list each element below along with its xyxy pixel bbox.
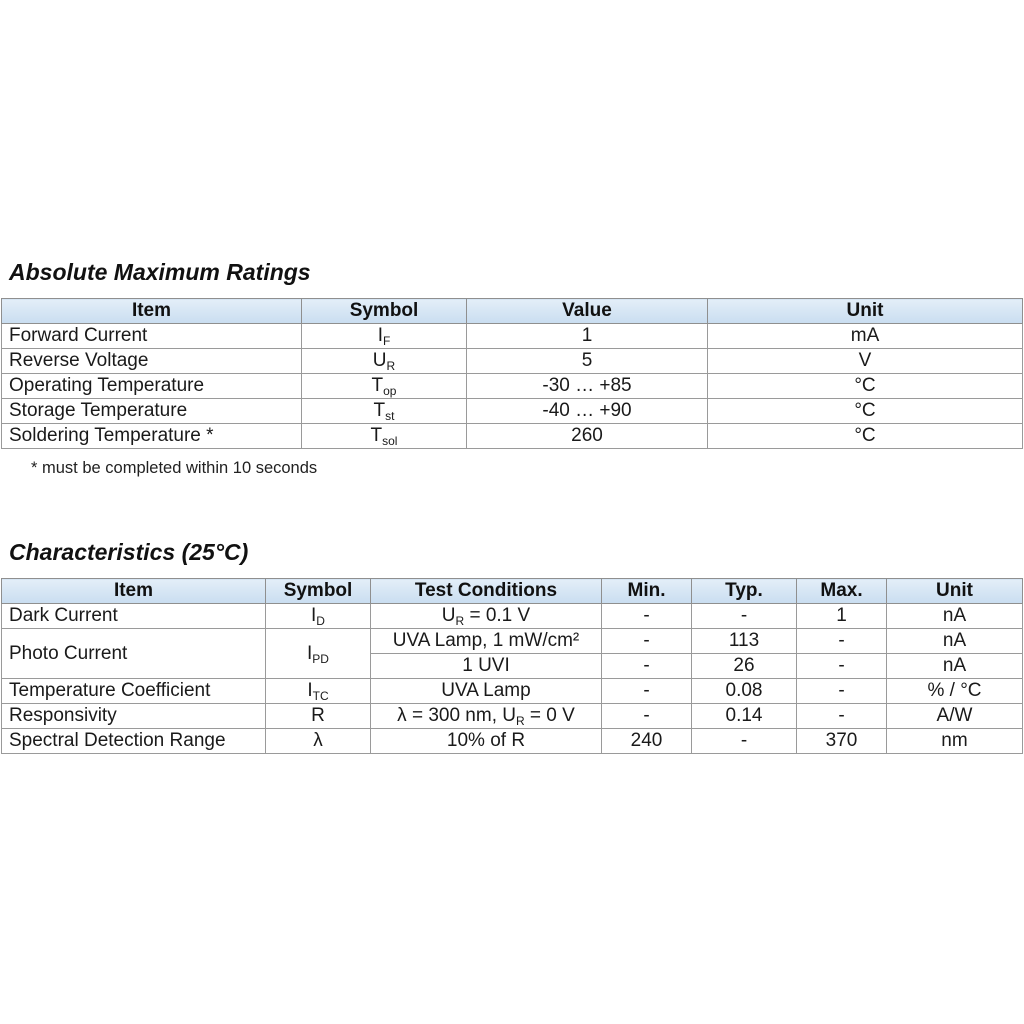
- condition-cell: $U_R = 0.1$ V: [371, 604, 602, 629]
- header-test-conditions: Test Conditions: [371, 579, 602, 604]
- table-row: [2, 679, 1023, 704]
- unit-cell: nA: [887, 629, 1023, 654]
- table-row: [2, 324, 1023, 349]
- max-cell: 370: [797, 729, 887, 754]
- unit-cell: °C: [708, 424, 1023, 449]
- symbol-cell: $U_R$: [302, 349, 467, 374]
- table-header-row: [2, 299, 1023, 324]
- unit-cell: nA: [887, 654, 1023, 679]
- value-cell: -40 … +90: [467, 399, 708, 424]
- symbol-cell: $I_{PD}$: [266, 629, 371, 679]
- typ-cell: -: [692, 729, 797, 754]
- header-unit: Unit: [887, 579, 1023, 604]
- item-cell: Storage Temperature: [2, 399, 302, 424]
- symbol-cell: $T_{op}$: [302, 374, 467, 399]
- header-typ: Typ.: [692, 579, 797, 604]
- symbol-cell: $T_{st}$: [302, 399, 467, 424]
- value-cell: 1: [467, 324, 708, 349]
- min-cell: -: [602, 704, 692, 729]
- table-row: [2, 349, 1023, 374]
- table-row: [2, 399, 1023, 424]
- condition-cell: λ = 300 nm, $U_R = 0$ V: [371, 704, 602, 729]
- unit-cell: % / °C: [887, 679, 1023, 704]
- table-header-row: [2, 579, 1023, 604]
- header-max: Max.: [797, 579, 887, 604]
- unit-cell: nm: [887, 729, 1023, 754]
- item-cell: Operating Temperature: [2, 374, 302, 399]
- typ-cell: 0.14: [692, 704, 797, 729]
- min-cell: -: [602, 654, 692, 679]
- max-cell: 1: [797, 604, 887, 629]
- header-unit: Unit: [708, 299, 1023, 324]
- characteristics-section-title: Characteristics (25°C): [9, 539, 249, 565]
- item-cell: Temperature Coefficient: [2, 679, 266, 704]
- unit-cell: A/W: [887, 704, 1023, 729]
- amr-section-title: Absolute Maximum Ratings: [9, 259, 311, 285]
- unit-cell: °C: [708, 399, 1023, 424]
- header-item: Item: [2, 299, 302, 324]
- min-cell: -: [602, 604, 692, 629]
- table-row: [2, 704, 1023, 729]
- condition-cell: UVA Lamp, 1 mW/cm²: [371, 629, 602, 654]
- characteristics-table: [1, 578, 1023, 754]
- symbol-cell: λ: [266, 729, 371, 754]
- footnote: * must be completed within 10 seconds: [31, 459, 318, 477]
- symbol-cell: $I_D$: [266, 604, 371, 629]
- table-row: [2, 604, 1023, 629]
- min-cell: -: [602, 679, 692, 704]
- table-row: [2, 729, 1023, 754]
- max-cell: -: [797, 629, 887, 654]
- table-row: [2, 424, 1023, 449]
- item-cell: Reverse Voltage: [2, 349, 302, 374]
- header-symbol: Symbol: [266, 579, 371, 604]
- header-symbol: Symbol: [302, 299, 467, 324]
- typ-cell: -: [692, 604, 797, 629]
- item-cell: Responsivity: [2, 704, 266, 729]
- table-row: [2, 629, 1023, 654]
- unit-cell: mA: [708, 324, 1023, 349]
- value-cell: 5: [467, 349, 708, 374]
- symbol-cell: $T_{sol}$: [302, 424, 467, 449]
- value-cell: 260: [467, 424, 708, 449]
- item-cell: Dark Current: [2, 604, 266, 629]
- max-cell: -: [797, 654, 887, 679]
- header-value: Value: [467, 299, 708, 324]
- symbol-cell: $I_{TC}$: [266, 679, 371, 704]
- typ-cell: 26: [692, 654, 797, 679]
- condition-cell: UVA Lamp: [371, 679, 602, 704]
- min-cell: 240: [602, 729, 692, 754]
- max-cell: -: [797, 679, 887, 704]
- symbol-cell: R: [266, 704, 371, 729]
- header-item: Item: [2, 579, 266, 604]
- condition-cell: 1 UVI: [371, 654, 602, 679]
- unit-cell: nA: [887, 604, 1023, 629]
- header-min: Min.: [602, 579, 692, 604]
- item-cell: Soldering Temperature *: [2, 424, 302, 449]
- min-cell: -: [602, 629, 692, 654]
- unit-cell: °C: [708, 374, 1023, 399]
- value-cell: -30 … +85: [467, 374, 708, 399]
- table-row: [2, 374, 1023, 399]
- max-cell: -: [797, 704, 887, 729]
- symbol-cell: $I_F$: [302, 324, 467, 349]
- condition-cell: 10% of R: [371, 729, 602, 754]
- item-cell: Photo Current: [2, 629, 266, 679]
- unit-cell: V: [708, 349, 1023, 374]
- typ-cell: 0.08: [692, 679, 797, 704]
- item-cell: Forward Current: [2, 324, 302, 349]
- item-cell: Spectral Detection Range: [2, 729, 266, 754]
- typ-cell: 113: [692, 629, 797, 654]
- absolute-maximum-ratings-table: [1, 298, 1023, 449]
